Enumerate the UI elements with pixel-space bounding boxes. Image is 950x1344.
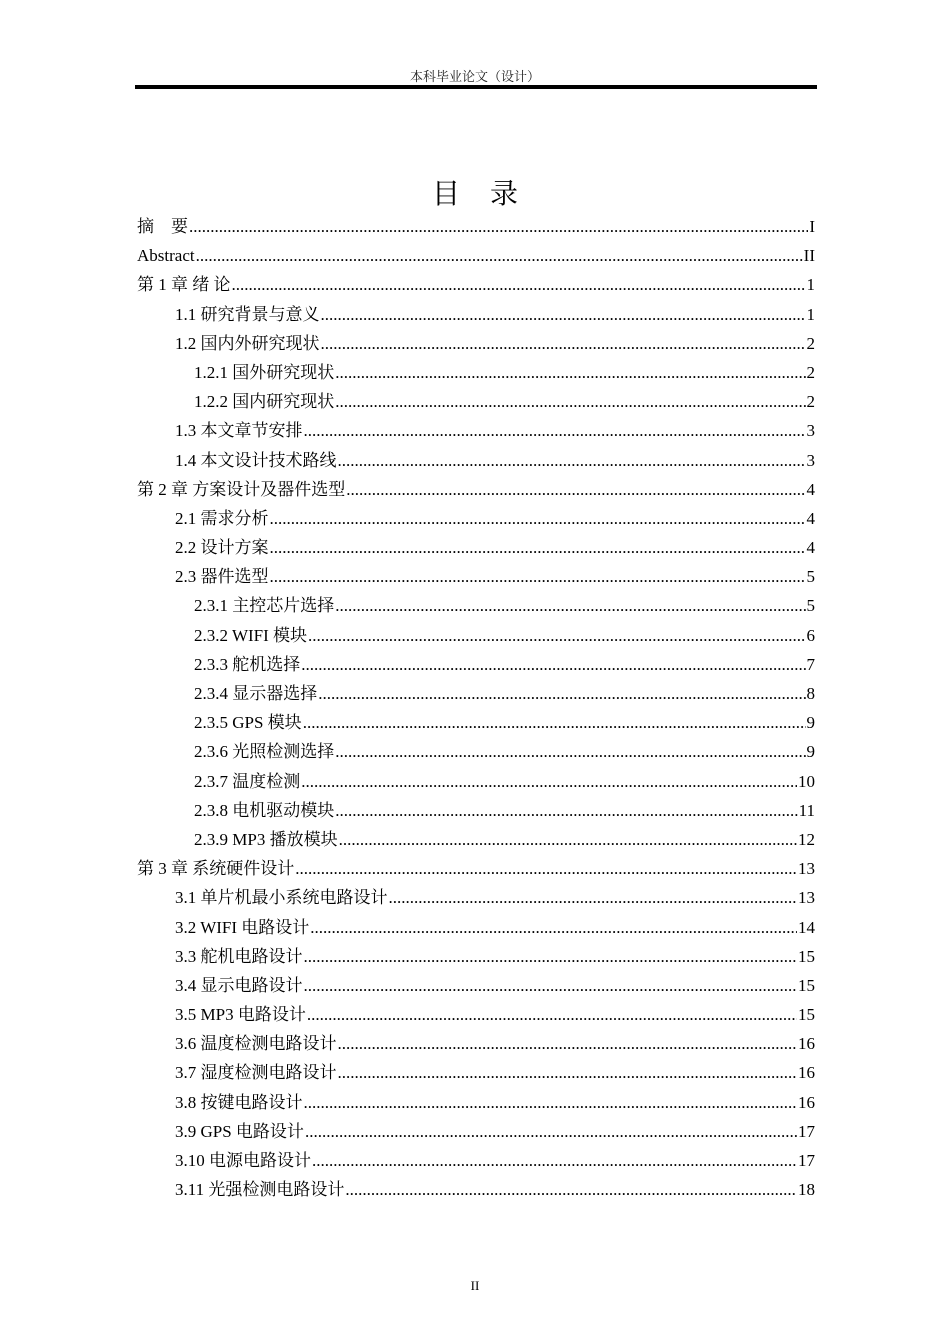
toc-entry[interactable] [137, 504, 815, 533]
toc-entry-label: 2.2 设计方案 [175, 538, 269, 558]
toc-entry-page: 11 [798, 800, 815, 820]
dot-leader [321, 300, 806, 329]
toc-entry-page: 9 [806, 742, 815, 762]
toc-entry-label: 摘 要 [137, 217, 188, 236]
header-rule [135, 85, 817, 89]
toc-entry[interactable] [137, 621, 815, 650]
page-title: 目录 [431, 177, 548, 210]
page-header: 本科毕业论文（设计） [409, 69, 540, 84]
toc-entry[interactable] [137, 416, 815, 445]
toc-entry-page: 8 [806, 684, 815, 703]
toc-entry-page: 1 [806, 304, 815, 324]
toc-entry[interactable] [137, 387, 815, 416]
dot-leader [196, 241, 803, 270]
dot-leader [312, 1146, 797, 1175]
toc-entry[interactable] [137, 825, 815, 854]
toc-entry-page: 10 [798, 771, 815, 791]
toc-entry-page: 4 [806, 479, 815, 499]
toc-entry-page: 13 [798, 888, 815, 908]
toc-entry-label: 3.6 温度检测电路设计 [175, 1034, 337, 1054]
toc-entry[interactable] [137, 854, 815, 883]
toc-entry[interactable] [137, 562, 815, 591]
dot-leader [304, 942, 798, 971]
toc-entry[interactable] [137, 1146, 815, 1175]
dot-leader [303, 708, 806, 737]
toc-entry-label: 3.8 按键电路设计 [175, 1092, 303, 1112]
toc-entry-page: 2 [806, 333, 815, 353]
toc-entry-page: 2 [806, 392, 815, 412]
toc-entry-label: 3.4 显示电路设计 [175, 975, 303, 995]
page-number: II [470, 1278, 480, 1293]
dot-leader [338, 446, 806, 475]
toc-entry-page: 17 [798, 1121, 815, 1141]
toc-entry[interactable] [137, 475, 815, 504]
toc-entry-label: 1.2.2 国内研究现状 [194, 392, 335, 412]
dot-leader [304, 416, 806, 445]
toc-entry-label: 3.10 电源电路设计 [175, 1151, 311, 1170]
toc-entry-page: II [803, 246, 815, 266]
toc-entry-label: 2.3.7 温度检测 [194, 771, 301, 791]
toc-entry-page: 9 [806, 713, 815, 733]
toc-entry[interactable] [137, 1000, 815, 1029]
toc-entry[interactable] [137, 329, 815, 358]
toc-entry-page: 16 [798, 1034, 815, 1054]
dot-leader [321, 329, 806, 358]
toc-entry-page: 12 [798, 829, 815, 849]
dot-leader [301, 767, 797, 796]
dot-leader [305, 1117, 797, 1146]
toc-entry[interactable] [137, 591, 815, 620]
dot-leader [335, 387, 805, 416]
toc-entry-label: Abstract [137, 246, 195, 266]
toc-entry-label: 2.1 需求分析 [175, 508, 269, 528]
toc-entry-page: 5 [806, 596, 815, 616]
dot-leader [301, 650, 805, 679]
toc-entry[interactable] [137, 358, 815, 387]
toc-entry-label: 3.5 MP3 电路设计 [175, 1005, 306, 1025]
toc-entry[interactable] [137, 1029, 815, 1058]
toc-entry-label: 第 2 章 方案设计及器件选型 [137, 479, 346, 499]
toc-entry-label: 2.3.4 显示器选择 [194, 684, 318, 703]
toc-entry[interactable] [137, 796, 815, 825]
toc-entry-page: 17 [798, 1151, 815, 1170]
toc-entry-page: 2 [806, 362, 815, 382]
toc-entry-label: 1.2 国内外研究现状 [175, 333, 320, 353]
toc-entry-label: 2.3.8 电机驱动模块 [194, 800, 335, 820]
dot-leader [270, 504, 806, 533]
toc-entry-page: 5 [806, 567, 815, 587]
toc-entry-label: 3.7 湿度检测电路设计 [175, 1063, 337, 1083]
toc-entry-page: 15 [798, 946, 815, 966]
toc-entry[interactable] [137, 708, 815, 737]
toc-entry[interactable] [137, 212, 815, 241]
dot-leader [339, 825, 797, 854]
toc-entry-label: 3.3 舵机电路设计 [175, 946, 303, 966]
toc-entry-page: I [809, 217, 815, 236]
toc-entry[interactable] [137, 767, 815, 796]
toc-entry-label: 1.2.1 国外研究现状 [194, 362, 335, 382]
toc-entry[interactable] [137, 737, 815, 766]
toc-entry-label: 2.3 器件选型 [175, 567, 269, 587]
dot-leader [338, 1029, 798, 1058]
toc-entry[interactable] [137, 270, 815, 299]
toc-entry-page: 3 [806, 450, 815, 470]
toc-entry[interactable] [137, 971, 815, 1000]
toc-entry-label: 1.1 研究背景与意义 [175, 304, 320, 324]
toc-entry[interactable] [137, 1058, 815, 1087]
toc-entry-label: 3.2 WIFI 电路设计 [175, 917, 310, 937]
dot-leader [270, 562, 806, 591]
toc-entry[interactable] [137, 1117, 815, 1146]
dot-leader [389, 883, 798, 912]
dot-leader [295, 854, 797, 883]
toc-entry[interactable] [137, 446, 815, 475]
dot-leader [335, 358, 805, 387]
toc-entry[interactable] [137, 913, 815, 942]
dot-leader [338, 1058, 798, 1087]
dot-leader [307, 1000, 797, 1029]
toc-entry-page: 4 [806, 538, 815, 558]
toc-entry-label: 2.3.3 舵机选择 [194, 654, 301, 674]
toc-entry-label: 3.1 单片机最小系统电路设计 [175, 888, 388, 908]
toc-entry-label: 3.9 GPS 电路设计 [175, 1121, 304, 1141]
dot-leader [335, 591, 805, 620]
dot-leader [232, 270, 806, 299]
toc-entry[interactable] [137, 1088, 815, 1117]
toc-entry[interactable] [137, 883, 815, 912]
toc-entry[interactable] [137, 1175, 815, 1204]
toc-entry-page: 13 [798, 859, 815, 879]
toc-entry-page: 15 [798, 975, 815, 995]
toc-entry[interactable] [137, 300, 815, 329]
toc-entry-label: 1.4 本文设计技术路线 [175, 450, 337, 470]
toc-entry[interactable] [137, 679, 815, 708]
toc-entry-page: 1 [806, 275, 815, 295]
toc-entry[interactable] [137, 942, 815, 971]
toc-entry[interactable] [137, 650, 815, 679]
dot-leader [346, 475, 805, 504]
toc-entry-page: 6 [806, 625, 815, 645]
dot-leader [304, 1088, 798, 1117]
toc-entry-label: 2.3.1 主控芯片选择 [194, 596, 335, 616]
table-of-contents [137, 212, 815, 1204]
toc-entry-page: 16 [798, 1063, 815, 1083]
dot-leader [345, 1175, 797, 1204]
toc-entry-page: 16 [798, 1092, 815, 1112]
dot-leader [318, 679, 805, 708]
toc-entry-label: 第 1 章 绪 论 [137, 275, 231, 295]
toc-entry-page: 14 [798, 917, 815, 937]
toc-entry-page: 15 [798, 1005, 815, 1025]
toc-entry-page: 3 [806, 421, 815, 441]
dot-leader [304, 971, 798, 1000]
toc-entry-label: 2.3.5 GPS 模块 [194, 713, 302, 733]
toc-entry-label: 2.3.9 MP3 播放模块 [194, 829, 338, 849]
toc-entry-label: 3.11 光强检测电路设计 [175, 1180, 345, 1200]
dot-leader [310, 913, 797, 942]
toc-entry[interactable] [137, 533, 815, 562]
toc-entry-label: 2.3.2 WIFI 模块 [194, 625, 308, 645]
dot-leader [189, 212, 808, 241]
toc-entry-label: 1.3 本文章节安排 [175, 421, 303, 441]
toc-entry-page: 7 [806, 654, 815, 674]
dot-leader [335, 796, 797, 825]
toc-entry-label: 第 3 章 系统硬件设计 [137, 859, 295, 879]
toc-entry-page: 18 [798, 1180, 815, 1200]
toc-entry[interactable] [137, 241, 815, 270]
dot-leader [335, 737, 805, 766]
dot-leader [308, 621, 805, 650]
dot-leader [270, 533, 806, 562]
toc-entry-label: 2.3.6 光照检测选择 [194, 742, 335, 762]
toc-entry-page: 4 [806, 508, 815, 528]
